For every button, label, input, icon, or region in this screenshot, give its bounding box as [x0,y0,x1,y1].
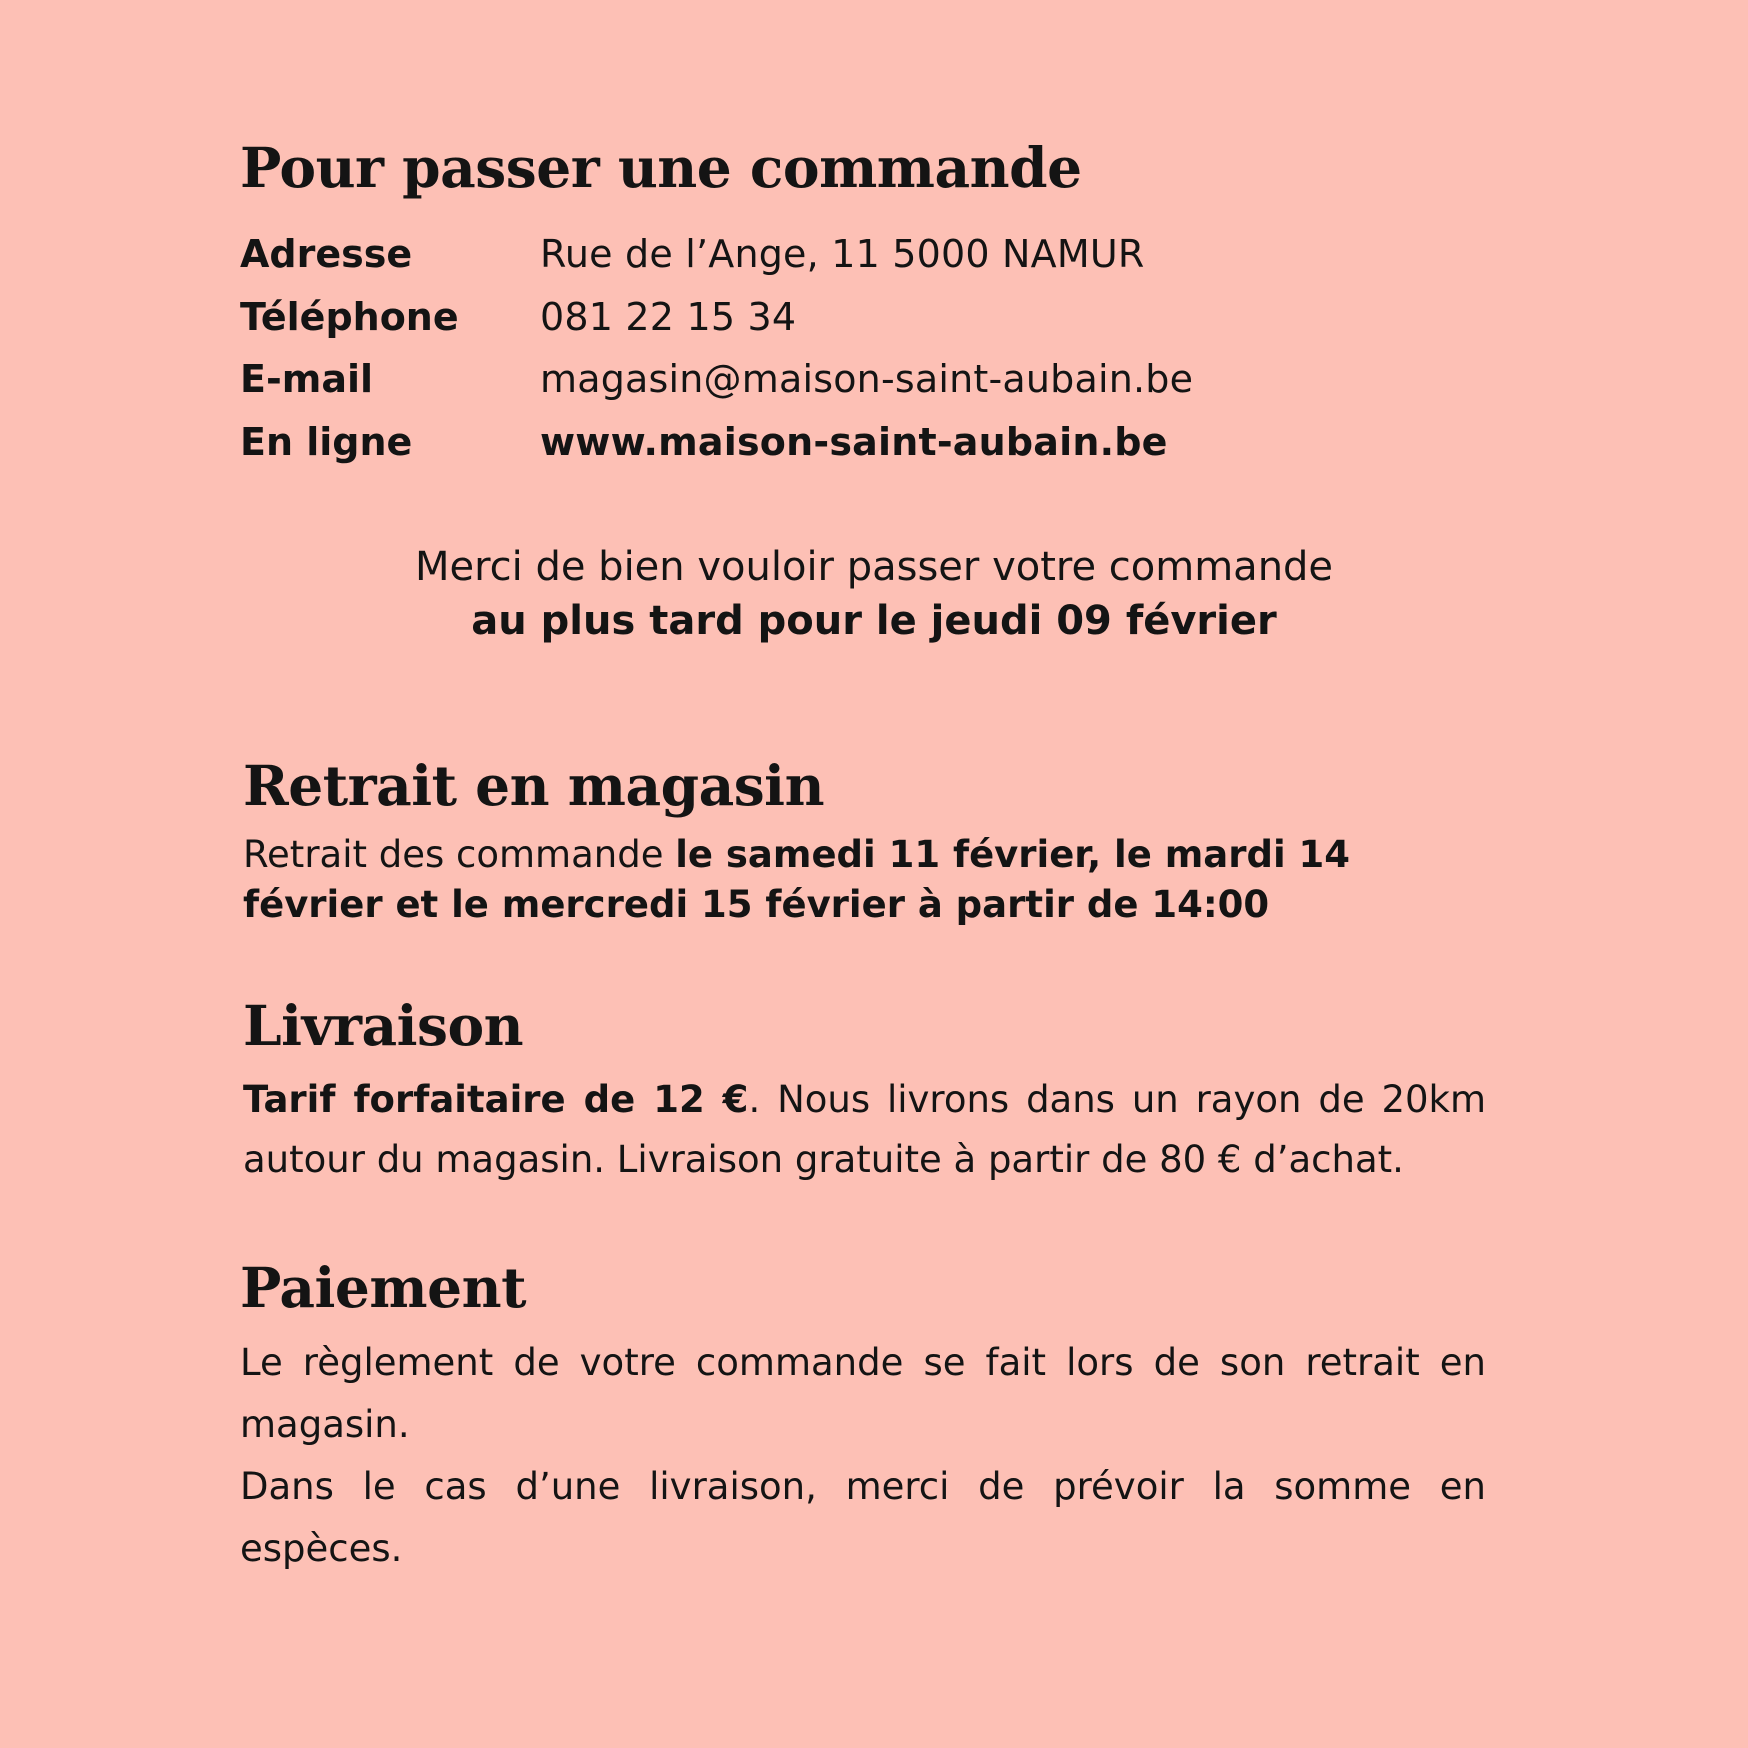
contact-label: En ligne [240,420,413,464]
phone-value: 081 22 15 34 [540,295,797,339]
delivery-text [243,1070,1486,1190]
notice-deadline: au plus tard pour le jeudi 09 février [471,598,1277,644]
pickup-title: Retrait en magasin [243,753,825,818]
order-title: Pour passer une commande [240,135,1082,200]
pickup-text [243,830,1403,930]
contact-label: Adresse [240,232,413,276]
contact-label: E-mail [240,357,374,401]
payment-text-1: Le règlement de votre commande se fait lors de son retrait en magasin. [240,1341,1486,1446]
order-deadline-notice [0,540,1748,648]
notice-line: Merci de bien vouloir passer votre commande [414,544,1334,590]
payment-text-2: Dans le cas d’une livraison, merci de prévoir la somme en espèces. [240,1465,1486,1570]
delivery-rate: Tarif forfaitaire de 12 € [243,1078,749,1121]
contact-label: Téléphone [240,295,459,339]
delivery-title: Livraison [243,993,524,1058]
payment-title: Paiement [240,1255,526,1320]
pickup-dates: le samedi 11 février, le mardi 14 février et le mercredi 15 février à partir de 14:00 [243,833,1351,926]
address-value: Rue de l’Ange, 11 5000 NAMUR [540,232,1145,276]
delivery-text-regular: . Nous livrons dans un rayon de 20km autour du magasin. Livraison gratuite à partir de 80 € d’achat. [243,1078,1487,1181]
email-link[interactable]: magasin@maison-saint-aubain.be [540,357,1194,401]
pickup-text-regular: Retrait des commande [243,833,676,876]
website-link[interactable]: www.maison-saint-aubain.be [540,420,1168,464]
